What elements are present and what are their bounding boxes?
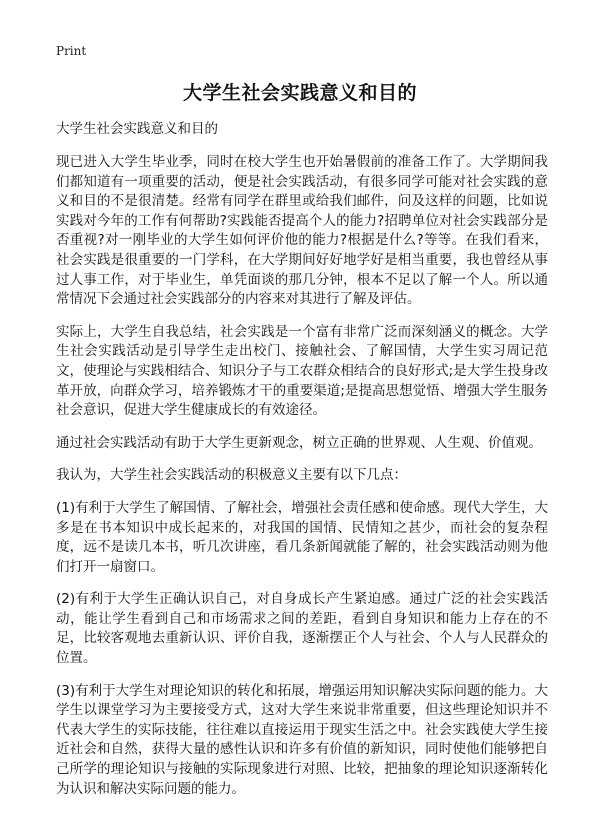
paragraph-intro: 现已进入大学生毕业季，同时在校大学生也开始暑假前的准备工作了。大学期间我们都知道有一项重要的活动，便是社会实践活动，有很多同学可能对社会实践的意义和目的不是很清楚。经常有同学在群里或给我们邮件，问及这样的问题，比如说实践对今年的工作有何帮助?实践能否提高个人的能力?招聘单位对社会实践部分是否重视?对一刚毕业的大学生如何评价他的能力?根据是什么?等等。在我们看来，社会实践是很重要的一门学科，在大学期间好好地学好是相当重要，我也曾经从事过人事工作，对于毕业生，单凭面谈的那几分钟，根本不足以了解一个人。所以通常情况下会通过社会实践部分的内容来对其进行了解及评估。 bbox=[56, 154, 548, 308]
paragraph-values: 通过社会实践活动有助于大学生更新观念，树立正确的世界观、人生观、价值观。 bbox=[56, 434, 542, 451]
paragraph-point-2: (2)有利于大学生正确认识自己，对自身成长产生紧迫感。通过广泛的社会实践活动，能让学生看到自己和市场需求之间的差距，看到自身知识和能力上存在的不足，比较客观地去重新认识、评价自我，逐渐摆正个人与社会、个人与人民群众的位置。 bbox=[56, 591, 548, 667]
article-body bbox=[56, 120, 548, 812]
paragraph-points-intro: 我认为，大学生社会实践活动的积极意义主要有以下几点： bbox=[56, 467, 407, 484]
paragraph-definition: 实际上，大学生自我总结，社会实践是一个富有非常广泛而深刻涵义的概念。大学生社会实践活动是引导学生走出校门、接触社会、了解国情，大学生实习周记范文，使理论与实践相结合、知识分子与工农群众相结合的良好形式;是大学生投身改革开放，向群众学习，培养锻炼才干的重要渠道;是提高思想觉悟、增强大学生服务社会意识，促进大学生健康成长的有效途径。 bbox=[56, 323, 548, 419]
paragraph-point-1: (1)有利于大学生了解国情、了解社会，增强社会责任感和使命感。现代大学生，大多是在书本知识中成长起来的，对我国的国情、民情知之甚少，而社会的复杂程度，远不是读几本书，听几次讲座，看几条新闻就能了解的，社会实践活动则为他们打开一扇窗口。 bbox=[56, 499, 548, 575]
print-link[interactable]: Print bbox=[56, 44, 87, 58]
page-title: 大学生社会实践意义和目的 bbox=[182, 82, 417, 104]
paragraph-point-3: (3)有利于大学生对理论知识的转化和拓展，增强运用知识解决实际问题的能力。大学生以课堂学习为主要接受方式，这对大学生来说非常重要，但这些理论知识并不代表大学生的实际技能，往往难以直接运用于现实生活之中。社会实践使大学生接近社会和自然，获得大量的感性认识和许多有价值的新知识，同时使他们能够把自己所学的理论知识与接触的实际现象进行对照、比较，把抽象的理论知识逐渐转化为认识和解决实际问题的能力。 bbox=[56, 682, 548, 797]
article-subtitle: 大学生社会实践意义和目的 bbox=[56, 121, 218, 137]
